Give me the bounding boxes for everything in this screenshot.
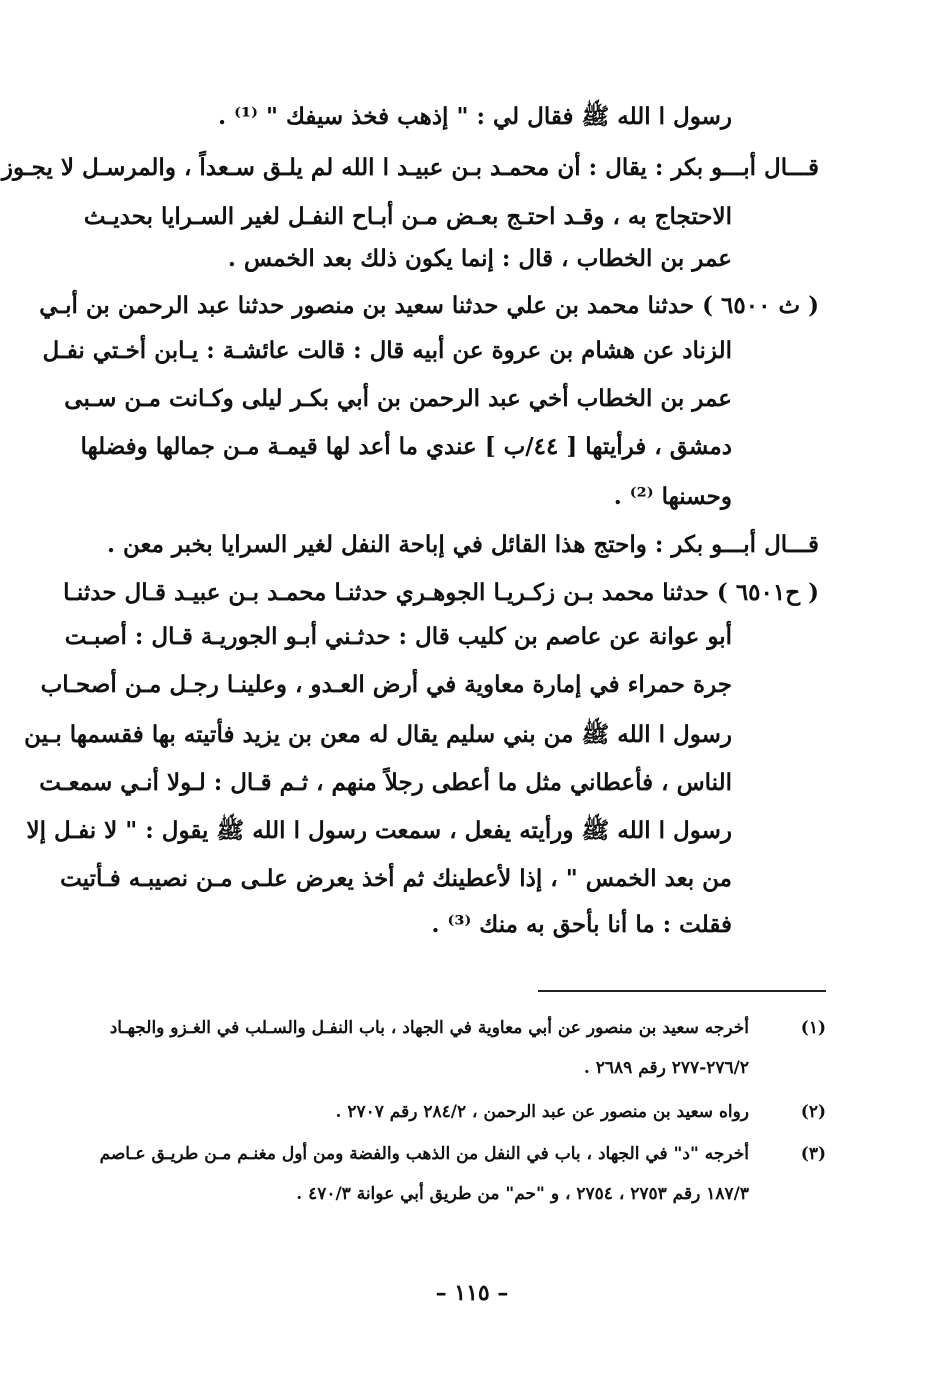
body-line: الزناد عن هشام بن عروة عن أبيه قال : قالت عائشـة : يـابن أخـتي نفـل — [42, 337, 732, 364]
footnote-separator — [538, 990, 826, 992]
body-line: من بعد الخمس " ، إذا لأعطينك ثم أخذ يعرض علـى مـن نصيبـه فـأتيت — [60, 865, 732, 892]
body-line: دمشق ، فرأيتها [ ٤٤/ب ] عندي ما أعد لها قيمـة مـن جمالها وفضلها — [80, 433, 732, 460]
footnote-number: (١) — [800, 1018, 826, 1038]
footnote-text: رواه سعيد بن منصور عن عبد الرحمن ، ٢٨٤/٢ رقم ٢٧٠٧ . — [335, 1102, 749, 1122]
footnote-text: ١٨٧/٣ رقم ٢٧٥٣ ، ٢٧٥٤ ، و "حم" من طريق أبي عوانة ٤٧٠/٣ . — [296, 1184, 749, 1204]
body-line: قـــال أبـــو بكر : يقال : أن محمـد بـن عبيـد ا الله لم يلـق سـعداً ، والمرسـل لا يجـوز — [1, 154, 819, 181]
body-line: الناس ، فأعطاني مثل ما أعطى رجلاً منهم ، ثـم قـال : لـولا أنـي سمعـت — [39, 769, 732, 796]
body-line: أبو عوانة عن عاصم بن كليب قال : حدثـني أبـو الجوريـة قـال : أصبـت — [64, 623, 732, 650]
body-line: جرة حمراء في إمارة معاوية في أرض العـدو ، وعلينـا رجـل مـن أصحـاب — [40, 671, 732, 698]
page-number: – ١١٥ – — [435, 1280, 509, 1306]
footnote-number: (٢) — [800, 1102, 826, 1122]
footnote-text: ٢٧٦/٢-٢٧٧ رقم ٢٦٨٩ . — [583, 1058, 749, 1078]
footnote-text: أخرجه سعيد بن منصور عن أبي معاوية في الجهاد ، باب النفـل والسـلب في الغـزو والجهـاد — [109, 1018, 749, 1038]
footnote-1-continuation — [0, 1048, 944, 1088]
body-line: عمر بن الخطاب أخي عبد الرحمن بن أبي بكـر ليلى وكـانت مـن سـبى — [64, 385, 732, 412]
footnote-3-continuation — [0, 1174, 944, 1214]
body-line: الاحتجاج به ، وقـد احتـج بعـض مـن أبـاح النفـل لغير السـرايا بحديـث — [83, 203, 732, 230]
body-line: ( ح٦٥٠١ ) حدثنا محمد بـن زكـريـا الجوهـري حدثنـا محمـد بـن عبيـد قـال حدثنـا — [63, 579, 819, 606]
body-line: قـــال أبـــو بكر : واحتج هذا القائل في إباحة النفل لغير السرايا بخبر معن . — [106, 531, 819, 558]
footnote-number: (٣) — [800, 1144, 826, 1164]
footnote-2 — [0, 1092, 944, 1132]
footnote-1 — [0, 1008, 944, 1048]
footnote-text: أخرجه "د" في الجهاد ، باب في النفل من الذهب والفضة ومن أول مغنـم مـن طريـق عـاصم — [99, 1144, 749, 1164]
body-line: رسول ا الله ﷺ من بني سليم يقال له معن بن يزيد فأتيته بها فقسمها بـين — [24, 721, 732, 748]
body-line: عمر بن الخطاب ، قال : إنما يكون ذلك بعد الخمس . — [227, 245, 732, 272]
body-line: رسول ا الله ﷺ فقال لي : " إذهب فخذ سيفك " ⁽¹⁾ . — [218, 103, 732, 130]
body-line: ( ث ٦٥٠٠ ) حدثنا محمد بن علي حدثنا سعيد بن منصور حدثنا عبد الرحمن بن أبـي — [39, 292, 819, 319]
body-line: وحسنها ⁽²⁾ . — [613, 483, 732, 510]
body-line: رسول ا الله ﷺ ورأيته يفعل ، سمعت رسول ا الله ﷺ يقول : " لا نفـل إلا — [26, 817, 732, 844]
footnote-3 — [0, 1134, 944, 1174]
body-line: فقلت : ما أنا بأحق به منك ⁽³⁾ . — [431, 911, 732, 938]
